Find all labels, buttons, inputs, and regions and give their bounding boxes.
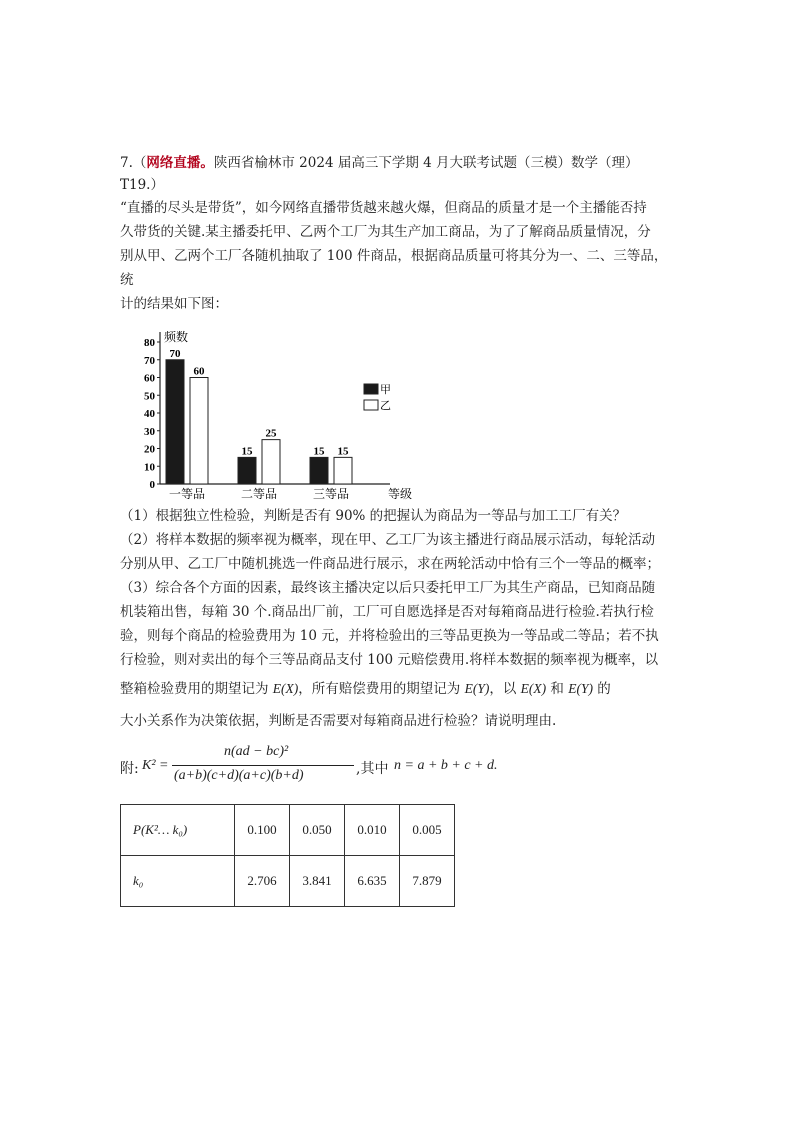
question-2-line: 分别从甲、乙工厂中随机挑选一件商品进行展示，求在两轮活动中恰有三个一等品的概率； [120, 556, 660, 572]
category-label: 一等品 [168, 487, 206, 501]
intro-line: 别从甲、乙两个工厂各随机抽取了 100 件商品，根据商品质量可将其分为一、二、三等品，统 [120, 248, 668, 288]
data-label: 25 [265, 427, 277, 440]
intro-line: “直播的尽头是带货”，如今网络直播带货越来越火爆，但商品的质量才是一个主播能否持 [120, 200, 647, 216]
grade-frequency-chart [120, 324, 413, 504]
bar [238, 457, 256, 484]
table-cell: 6.635 [345, 856, 400, 907]
formula-denominator: (a+b)(c+d)(a+c)(b+d) [174, 768, 304, 783]
formula-prefix: 附: [120, 761, 139, 777]
bar [190, 378, 208, 485]
data-label: 15 [241, 445, 253, 458]
y-axis-label: 频数 [164, 330, 189, 344]
y-tick-label: 60 [144, 372, 155, 385]
bar [310, 457, 328, 484]
y-tick-label: 80 [144, 337, 155, 349]
question-3-line: 机装箱出售，每箱 30 个.商品出厂前，工厂可自愿选择是否对每箱商品进行检验.若执行检 [120, 604, 654, 620]
table-cell: 0.050 [290, 805, 345, 856]
topic-tag: 网络直播。 [146, 155, 214, 171]
table-cell: 0.005 [400, 805, 455, 856]
critical-value-table [120, 804, 455, 907]
question-3-line: （3）综合各个方面的因素，最终该主播决定以后只委托甲工厂为其生产商品，已知商品随 [120, 580, 656, 596]
problem-page [120, 152, 680, 907]
data-label: 60 [193, 365, 205, 378]
question-3-line: 整箱检验费用的期望记为 E(X)，所有赔偿费用的期望记为 E(Y)，以 E(X) 和 E(Y) 的 [120, 681, 611, 697]
question-2-line: （2）将样本数据的频率视为概率，现在甲、乙工厂为该主播进行商品展示活动，每轮活动 [120, 532, 656, 548]
question-1: （1）根据独立性检验，判断是否有 90% 的把握认为商品为一等品与加工工厂有关？ [120, 508, 627, 524]
intro-line: 计的结果如下图： [120, 296, 228, 312]
table-cell: 7.879 [400, 856, 455, 907]
expectation-ex: E(X) [520, 681, 547, 696]
problem-intro [120, 196, 680, 316]
table-cell: 3.841 [290, 856, 345, 907]
table-cell: 2.706 [235, 856, 290, 907]
question-3-last: 大小关系作为决策依据，判断是否需要对每箱商品进行检验？请说明理由. [120, 713, 557, 729]
category-label: 二等品 [240, 487, 278, 501]
category-label: 三等品 [312, 487, 350, 501]
problem-source-cont: T19.） [120, 177, 164, 193]
table-row [121, 805, 455, 856]
table-row-label: P(K²… k₀) [121, 805, 235, 856]
bar [166, 360, 184, 484]
legend-swatch [364, 384, 378, 394]
y-tick-label: 70 [144, 354, 155, 367]
formula-n-def: n = a + b + c + d. [394, 758, 498, 773]
expectation-ey: E(Y) [464, 681, 490, 696]
legend-label: 甲 [380, 384, 391, 396]
y-tick-label: 50 [144, 390, 155, 403]
bar [262, 440, 280, 484]
table-row-label: k₀ [121, 856, 235, 907]
question-3-line: 行检验，则对卖出的每个三等品商品支付 100 元赔偿费用.将样本数据的频率视为概率，以 [120, 652, 659, 668]
y-tick-label: 10 [144, 461, 155, 474]
legend-swatch [364, 400, 378, 410]
question-3-line: 验，则每个商品的检验费用为 10 元，并将检验出的三等品更换为一等品或二等品；若不执 [120, 628, 659, 644]
table-cell: 0.010 [345, 805, 400, 856]
formula-numerator: n(ad − bc)² [224, 744, 289, 759]
data-label: 15 [337, 445, 349, 458]
legend-label: 乙 [380, 400, 391, 412]
formula-suffix: ,其中 [356, 761, 389, 777]
intro-line: 久带货的关键.某主播委托甲、乙两个工厂为其生产加工商品，为了了解商品质量情况，分 [120, 224, 651, 240]
y-tick-label: 0 [149, 479, 155, 491]
expectation-ex: E(X) [272, 681, 299, 696]
fraction-bar [172, 765, 354, 766]
formula-lhs: K² = [142, 758, 169, 773]
expectation-ey: E(Y) [568, 681, 593, 696]
y-tick-label: 30 [144, 425, 155, 438]
y-tick-label: 20 [144, 443, 155, 456]
chi-square-formula [120, 746, 680, 790]
problem-source: 陕西省榆林市 2024 届高三下学期 4 月大联考试题（三模）数学（理） [213, 155, 639, 171]
y-tick-label: 40 [144, 408, 155, 420]
problem-number: 7. [120, 155, 133, 171]
problem-header: 7.（网络直播。陕西省榆林市 2024 届高三下学期 4 月大联考试题（三模）数学（理） [120, 155, 639, 171]
bar [334, 457, 352, 484]
data-label: 70 [169, 347, 181, 360]
x-axis-label: 等级 [388, 487, 413, 501]
data-label: 15 [313, 445, 325, 458]
table-row [121, 856, 455, 907]
table-cell: 0.100 [235, 805, 290, 856]
